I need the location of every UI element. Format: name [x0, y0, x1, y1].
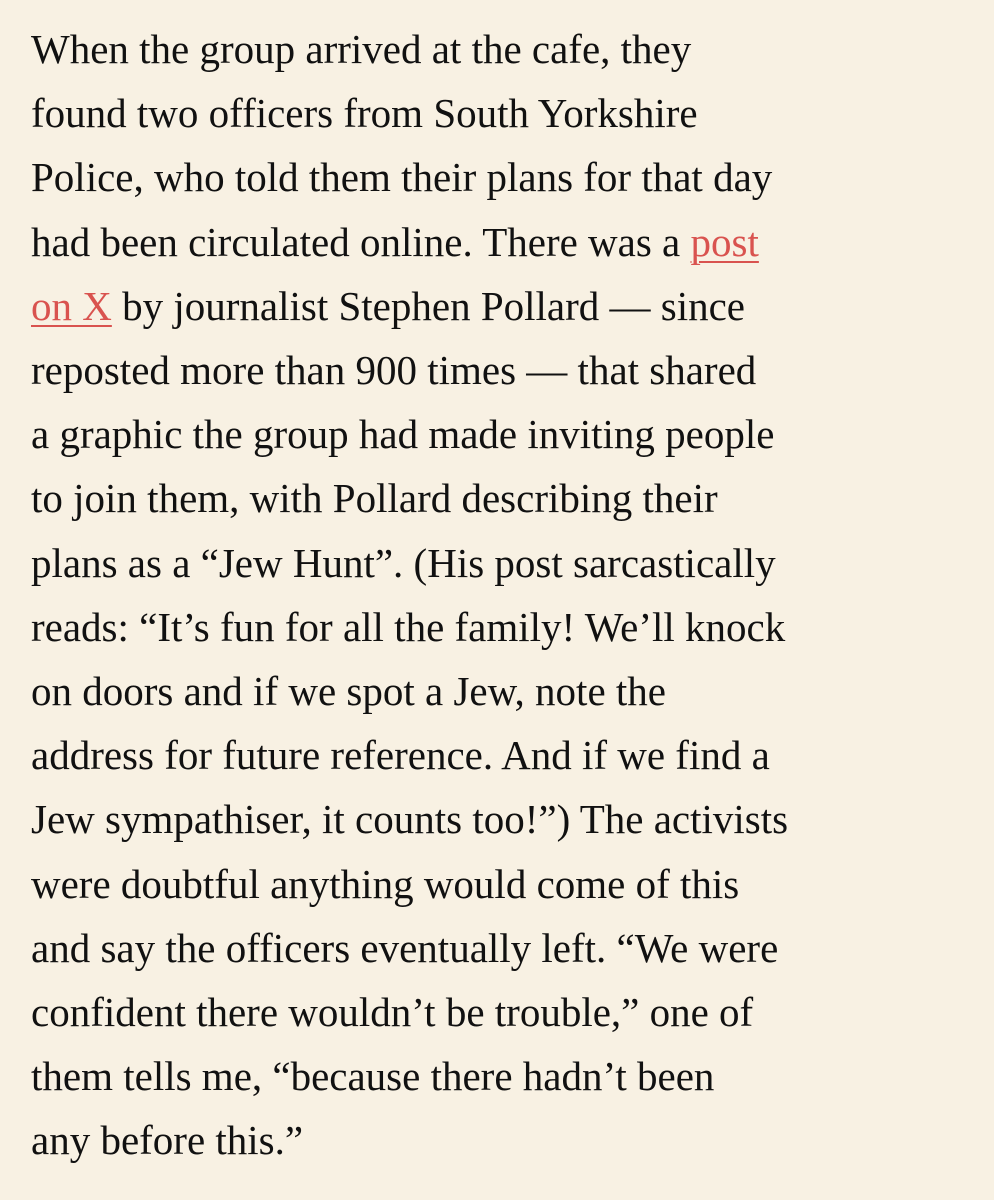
article-line-14: were doubtful anything would come of this	[31, 860, 740, 907]
article-line-11: on doors and if we spot a Jew, note the	[31, 668, 666, 715]
article-line-5-text: by journalist Stephen Pollard — since	[111, 282, 745, 329]
article-line-12: address for future reference. And if we find a	[31, 732, 770, 779]
article-line-4	[31, 210, 974, 274]
post-on-x-link-part-2[interactable]: on X	[31, 282, 112, 329]
article-line-17: them tells me, “because there hadn’t been	[31, 1053, 715, 1100]
article-line-8: to join them, with Pollard describing their	[31, 475, 718, 522]
article-line-2: found two officers from South Yorkshire	[31, 90, 698, 137]
article-line-7: a graphic the group had made inviting people	[31, 411, 775, 458]
article-line-5	[31, 274, 974, 338]
article-line-13: Jew sympathiser, it counts too!”) The activists	[31, 796, 789, 843]
article-line-9: plans as a “Jew Hunt”. (His post sarcastically	[31, 539, 776, 586]
article-line-4-text: had been circulated online. There was a	[31, 218, 691, 265]
article-line-10: reads: “It’s fun for all the family! We’ll knock	[31, 603, 786, 650]
article-paragraph	[31, 17, 974, 1173]
article-line-6: reposted more than 900 times — that shared	[31, 347, 757, 394]
article-line-18: any before this.”	[31, 1117, 304, 1164]
article-line-15: and say the officers eventually left. “We were	[31, 924, 779, 971]
article-line-3: Police, who told them their plans for that day	[31, 154, 773, 201]
post-on-x-link-part-1[interactable]: post	[690, 218, 759, 265]
article-line-1: When the group arrived at the cafe, they	[31, 26, 692, 72]
article-line-16: confident there wouldn’t be trouble,” one of	[31, 989, 754, 1036]
